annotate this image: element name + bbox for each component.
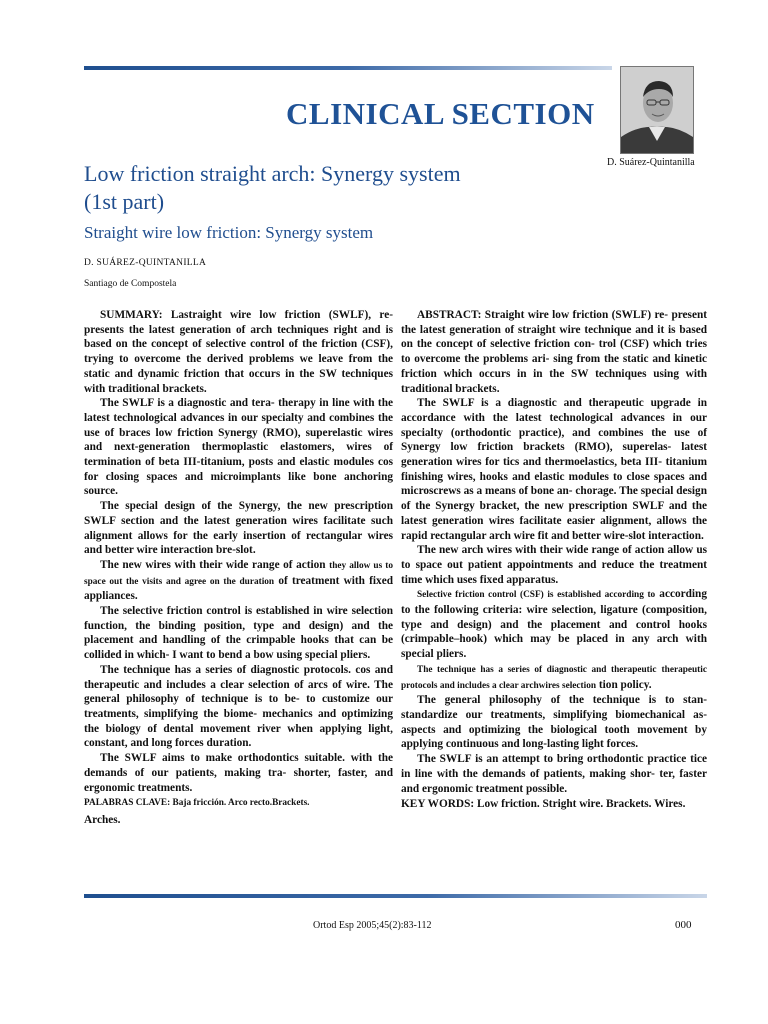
abstract-paragraph: The new arch wires with their wide range of action allow us to space out patient appointments and reduce the treatment time which uses fixed apparatus.: [401, 544, 708, 586]
article-title-line-2: (1st part): [84, 189, 165, 214]
summary-paragraph: The selective friction control is established in wire selection function, the binding position, type and design) and the placement and handling of the crimpable hooks that can be collided in which- I want to bend a bow using special pliers.: [84, 605, 394, 662]
author-location: Santiago de Compostela: [84, 279, 177, 289]
bottom-decorative-rule: [84, 894, 707, 898]
journal-citation: Ortod Esp 2005;45(2):83-112: [313, 920, 432, 931]
top-decorative-rule: [84, 66, 612, 70]
author-photo: [620, 66, 694, 154]
summary-column: [84, 308, 393, 828]
abstract-paragraph: The SWLF is an attempt to bring orthodontic practice tice in line with the demands of patients, making shor- ter, faster and ergonomic treatment possible.: [401, 753, 708, 795]
summary-paragraph: The special design of the Synergy, the new prescription SWLF section and the latest generation wires facilitate such alignment allows for the early insertion of rectangular wires and better wire interaction bre-slot.: [84, 500, 393, 557]
photo-caption: D. Suárez-Quintanilla: [607, 157, 695, 168]
summary-paragraph: The SWLF is a diagnostic and tera- therapy in line with the latest technological advances in our specialty and combines the use of braces low friction Synergy (RMO), superelastic wires and next-generation thermoplastic elastomers, wires of termination of beta III-titanium, posts and elastic modules cos for closing spaces and microimplants like bone anchoring source.: [84, 397, 394, 498]
abstract-paragraph: The technique has a series of diagnostic and therapeutic therapeutic protocols and includes a clear archwires selection tion policy.: [401, 664, 707, 691]
article-subtitle: Straight wire low friction: Synergy system: [84, 223, 374, 242]
section-title: CLINICAL SECTION: [286, 96, 595, 131]
spanish-keywords: PALABRAS CLAVE: Baja fricción. Arco recto.Brackets.: [84, 798, 310, 809]
article-title-line-1: Low friction straight arch: Synergy system: [84, 161, 461, 186]
article-title: [84, 160, 584, 216]
abstract-paragraph: The SWLF is a diagnostic and therapeutic upgrade in accordance with the latest technological advances in our specialty (orthodontic practice), and combines the use of Synergy low friction brackets (RMO), superelas- latest generation wires for tics and thermoelastics, beta III- titanium finishing wires, hooks and elastic modules to close spaces and microscrews as a means of bone an- chorage. The special design of the Synergy bracket, the new prescription SWLF and the latest generation wires facilitate easier alignment, allows the rapid rectangular arch wire fit and better wire-slot interaction.: [401, 397, 708, 542]
summary-paragraph: The new wires with their wide range of action they allow us to space out the visits and agree on the duration of treatment with fixed appliances.: [84, 558, 394, 603]
page-number: 000: [675, 919, 692, 931]
abstract-paragraph: Selective friction control (CSF) is established according to according to the following criteria: wire selection, ligature (composition, type and design) and the placement and control hooks (crimpable–hook) which may be placed in any arch with special pliers.: [401, 588, 708, 661]
english-keywords: KEY WORDS: Low friction. Stright wire. Brackets. Wires.: [401, 798, 686, 811]
abstract-paragraph: ABSTRACT: Straight wire low friction (SWLF) re- present the latest generation of straight wire technique and it is based on the concept of selective friction con- trol (CSF) which tries to overcome the problems ari- sing from the static and kinetic friction which occurs in in the SW techniques using with traditional brackets.: [401, 309, 708, 395]
spanish-keywords-continuation: Arches.: [84, 813, 121, 826]
summary-paragraph: The technique has a series of diagnostic protocols. cos and therapeutic and includes a clear selection of arcs of wire. The general philosophy of technique is to be- to customize our treatments, simplifying the biome- mechanics and optimizing the biology of dental movement river when applying light, constant, and long forces duration.: [84, 663, 394, 750]
abstract-paragraph: The general philosophy of the technique is to stan- standardize our treatments, simplifying biomechanical as- aspects and optimizing the biological tooth movement by applying continuous and long-lasting light forces.: [401, 694, 707, 751]
author-name: D. SUÁREZ-QUINTANILLA: [84, 258, 207, 268]
summary-paragraph: SUMMARY: Lastraight wire low friction (SWLF), re- presents the latest generation of arch techniques right and is based on the concept of selective control of the friction (CSF), trying to overcome the derived problems we leave from the static and dynamic friction that occurs in the SW techniques with traditional brackets.: [84, 309, 394, 395]
abstract-column: [401, 308, 707, 812]
summary-paragraph: The SWLF aims to make orthodontics suitable. with the demands of our patients, making tra- shorter, faster, and ergonomic treatments.: [84, 752, 394, 794]
